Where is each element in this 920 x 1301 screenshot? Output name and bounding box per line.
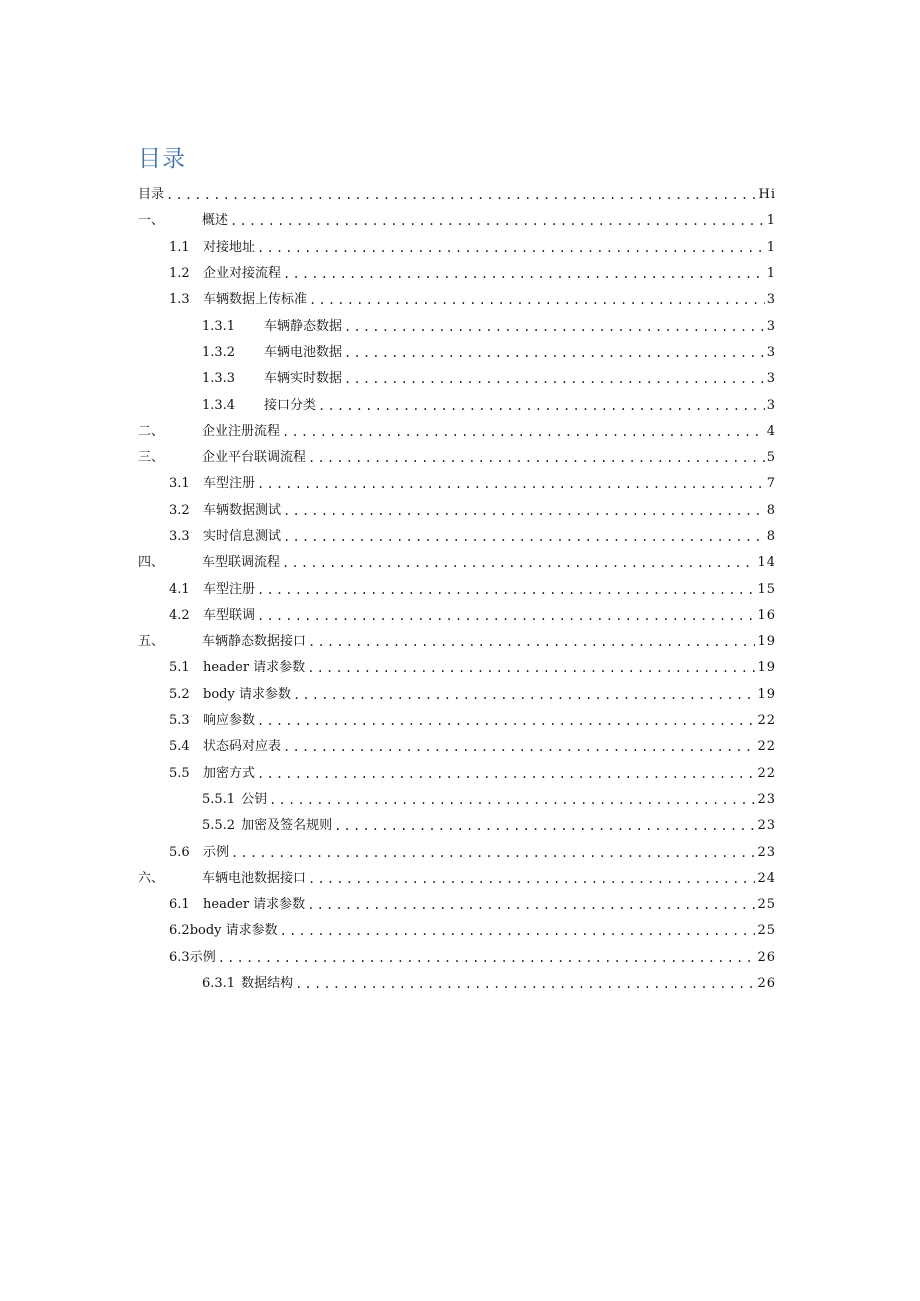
- toc-entry-number: 五、: [138, 634, 165, 650]
- toc-entry-number: 5.5.2: [202, 818, 236, 834]
- toc-entry-title: 对接地址: [203, 239, 256, 255]
- toc-entry-title: 车辆电池数据: [264, 344, 343, 360]
- toc-entry-title: 实时信息测试: [203, 529, 282, 544]
- toc-entry-number: 四、: [138, 555, 165, 571]
- toc-entry-number: 4.1: [169, 581, 190, 597]
- toc-entry-page-number: 3: [766, 344, 776, 360]
- toc-entry-title: 车型注册: [203, 581, 256, 597]
- toc-entry-page-number: 24: [757, 870, 776, 886]
- dot-leader: [308, 629, 755, 655]
- toc-entry-number: 六、: [138, 870, 165, 886]
- dot-leader: [282, 419, 765, 445]
- toc-entry-title: 概述: [202, 213, 229, 229]
- toc-entry[interactable]: [138, 971, 776, 997]
- toc-entry[interactable]: [138, 419, 776, 445]
- toc-entry-page-number: 25: [757, 897, 776, 913]
- toc-entry-number: 3.1: [169, 476, 190, 492]
- toc-entry-number: 3.3: [169, 529, 190, 544]
- toc-entry[interactable]: [138, 734, 776, 760]
- toc-entry-title: header 请求参数: [203, 897, 306, 913]
- toc-entry-number: 1.3.1: [202, 318, 236, 334]
- dot-leader: [283, 261, 765, 287]
- toc-entry-page-number: 3: [766, 292, 776, 308]
- toc-entry[interactable]: [138, 682, 776, 708]
- dot-leader: [334, 813, 755, 839]
- toc-entry-number: 5.5.1: [202, 791, 236, 807]
- toc-entry-page-number: 25: [757, 923, 776, 939]
- dot-leader: [166, 182, 756, 208]
- toc-entry-page-number: 23: [757, 791, 776, 807]
- toc-entry-title: 目录: [138, 187, 165, 203]
- toc-entry-number: 6.3: [169, 949, 190, 965]
- dot-leader: [218, 945, 756, 971]
- toc-entry[interactable]: [138, 498, 776, 524]
- toc-entry-page-number: 3: [766, 397, 776, 413]
- toc-entry-title: 车辆数据上传标准: [203, 292, 308, 308]
- toc-entry[interactable]: [138, 576, 776, 602]
- toc-entry[interactable]: [138, 550, 776, 576]
- dot-leader: [257, 708, 755, 734]
- toc-entry-title: 接口分类: [264, 397, 317, 413]
- toc-entry-title: 数据结构: [241, 976, 294, 992]
- toc-entry[interactable]: [138, 471, 776, 497]
- toc-entry[interactable]: [138, 655, 776, 681]
- toc-entry[interactable]: [138, 945, 776, 971]
- toc-entry-page-number: 14: [757, 555, 776, 571]
- toc-entry-title: 车辆数据测试: [203, 502, 282, 518]
- toc-entry[interactable]: [138, 287, 776, 313]
- dot-leader: [283, 734, 755, 760]
- dot-leader: [344, 366, 765, 392]
- toc-entry-title: header 请求参数: [203, 660, 306, 676]
- toc-entry[interactable]: [138, 892, 776, 918]
- toc-entry-number: 5.1: [169, 660, 190, 676]
- toc-entry-page-number: 4: [766, 423, 776, 439]
- dot-leader: [283, 498, 765, 524]
- toc-entry-page-number: Hi: [758, 187, 776, 203]
- toc-entry-page-number: 26: [757, 949, 776, 965]
- toc-entry-number: 1.2: [169, 266, 190, 282]
- toc-entry-page-number: 3: [766, 371, 776, 387]
- toc-entry-title: 示例: [189, 949, 216, 965]
- toc-entry-number: 一、: [138, 213, 165, 229]
- toc-entry-page-number: 19: [757, 660, 776, 676]
- dot-leader: [307, 655, 755, 681]
- dot-leader: [308, 866, 755, 892]
- toc-entry-title: 车型联调: [203, 607, 256, 623]
- toc-entry-number: 1.3.3: [202, 371, 236, 387]
- dot-leader: [307, 892, 755, 918]
- toc-entry-page-number: 22: [757, 765, 776, 781]
- table-of-contents: [138, 182, 776, 997]
- toc-entry-page-number: 7: [766, 476, 776, 492]
- toc-entry-page-number: 1: [766, 213, 776, 229]
- dot-leader: [257, 235, 765, 261]
- toc-entry[interactable]: [138, 813, 776, 839]
- toc-entry[interactable]: [138, 235, 776, 261]
- dot-leader: [295, 971, 755, 997]
- toc-entry-page-number: 8: [766, 529, 776, 544]
- toc-entry-page-number: 22: [757, 713, 776, 729]
- toc-entry[interactable]: [138, 524, 776, 550]
- toc-entry-number: 6.3.1: [202, 976, 236, 992]
- toc-entry-title: 企业平台联调流程: [202, 450, 307, 466]
- dot-leader: [257, 577, 755, 603]
- toc-entry[interactable]: [138, 787, 776, 813]
- toc-entry-title: 企业注册流程: [202, 423, 281, 439]
- toc-entry-number: 1.3.4: [202, 397, 236, 413]
- toc-entry-title: 示例: [203, 844, 230, 860]
- toc-entry-title: 车辆静态数据接口: [202, 634, 307, 650]
- toc-entry-number: 1.3: [169, 292, 190, 308]
- toc-entry[interactable]: [138, 182, 776, 208]
- toc-entry-page-number: 23: [757, 844, 776, 860]
- toc-entry-title: 加密方式: [203, 765, 256, 781]
- toc-entry[interactable]: [138, 866, 776, 892]
- dot-leader: [257, 603, 755, 629]
- toc-entry[interactable]: [138, 313, 776, 339]
- toc-entry-title: 加密及签名规则: [241, 818, 333, 834]
- toc-entry-number: 6.2: [169, 923, 190, 939]
- toc-entry-page-number: 26: [757, 976, 776, 992]
- toc-entry-page-number: 5: [766, 450, 776, 466]
- dot-leader: [308, 445, 765, 471]
- toc-entry[interactable]: [138, 392, 776, 418]
- toc-entry-number: 三、: [138, 450, 165, 466]
- page-title: 目录: [138, 146, 186, 172]
- toc-entry-page-number: 22: [757, 739, 776, 755]
- dot-leader: [309, 287, 765, 313]
- dot-leader: [293, 682, 756, 708]
- toc-entry-page-number: 8: [766, 502, 776, 518]
- toc-entry-title: 状态码对应表: [203, 739, 282, 755]
- toc-entry-title: 车型联调流程: [202, 555, 281, 571]
- dot-leader: [269, 787, 755, 813]
- dot-leader: [318, 393, 765, 419]
- toc-entry-number: 5.3: [169, 713, 190, 729]
- toc-entry-number: 5.6: [169, 844, 190, 860]
- toc-entry-page-number: 19: [757, 686, 776, 702]
- toc-entry-page-number: 16: [757, 607, 776, 623]
- toc-entry-title: 公钥: [241, 791, 268, 807]
- toc-entry-number: 3.2: [169, 502, 190, 518]
- dot-leader: [257, 761, 755, 787]
- dot-leader: [231, 840, 755, 866]
- toc-entry-number: 1.3.2: [202, 344, 236, 360]
- toc-entry-number: 5.5: [169, 765, 190, 781]
- toc-entry[interactable]: [138, 629, 776, 655]
- toc-entry-title: body 请求参数: [203, 686, 291, 702]
- toc-entry-title: 企业对接流程: [203, 266, 282, 282]
- toc-entry[interactable]: [138, 208, 776, 234]
- toc-entry-number: 1.1: [169, 239, 190, 255]
- toc-entry-title: body 请求参数: [189, 923, 278, 939]
- toc-entry-number: 4.2: [169, 607, 190, 623]
- dot-leader: [282, 550, 755, 576]
- toc-entry-title: 响应参数: [203, 713, 256, 729]
- toc-entry-page-number: 23: [757, 818, 776, 834]
- dot-leader: [230, 208, 765, 234]
- dot-leader: [257, 471, 765, 497]
- toc-entry-number: 6.1: [169, 897, 190, 913]
- dot-leader: [344, 340, 765, 366]
- dot-leader: [283, 524, 765, 550]
- toc-entry-title: 车型注册: [203, 476, 256, 492]
- toc-entry-number: 5.2: [169, 686, 190, 702]
- toc-entry[interactable]: [138, 708, 776, 734]
- toc-entry-title: 车辆静态数据: [264, 318, 343, 334]
- toc-entry[interactable]: [138, 366, 776, 392]
- toc-entry-page-number: 1: [766, 266, 776, 282]
- toc-entry[interactable]: [138, 340, 776, 366]
- toc-entry-number: 二、: [138, 423, 165, 439]
- toc-entry-page-number: 1: [766, 239, 776, 255]
- toc-entry-page-number: 19: [757, 634, 776, 650]
- toc-entry[interactable]: [138, 918, 776, 944]
- dot-leader: [280, 918, 756, 944]
- toc-entry-title: 车辆实时数据: [264, 371, 343, 387]
- toc-entry[interactable]: [138, 761, 776, 787]
- toc-entry[interactable]: [138, 839, 776, 865]
- toc-entry-number: 5.4: [169, 739, 190, 755]
- toc-entry-title: 车辆电池数据接口: [202, 870, 307, 886]
- toc-entry[interactable]: [138, 603, 776, 629]
- toc-entry-page-number: 15: [757, 581, 776, 597]
- dot-leader: [344, 314, 765, 340]
- toc-entry-page-number: 3: [766, 318, 776, 334]
- toc-entry[interactable]: [138, 261, 776, 287]
- toc-entry[interactable]: [138, 445, 776, 471]
